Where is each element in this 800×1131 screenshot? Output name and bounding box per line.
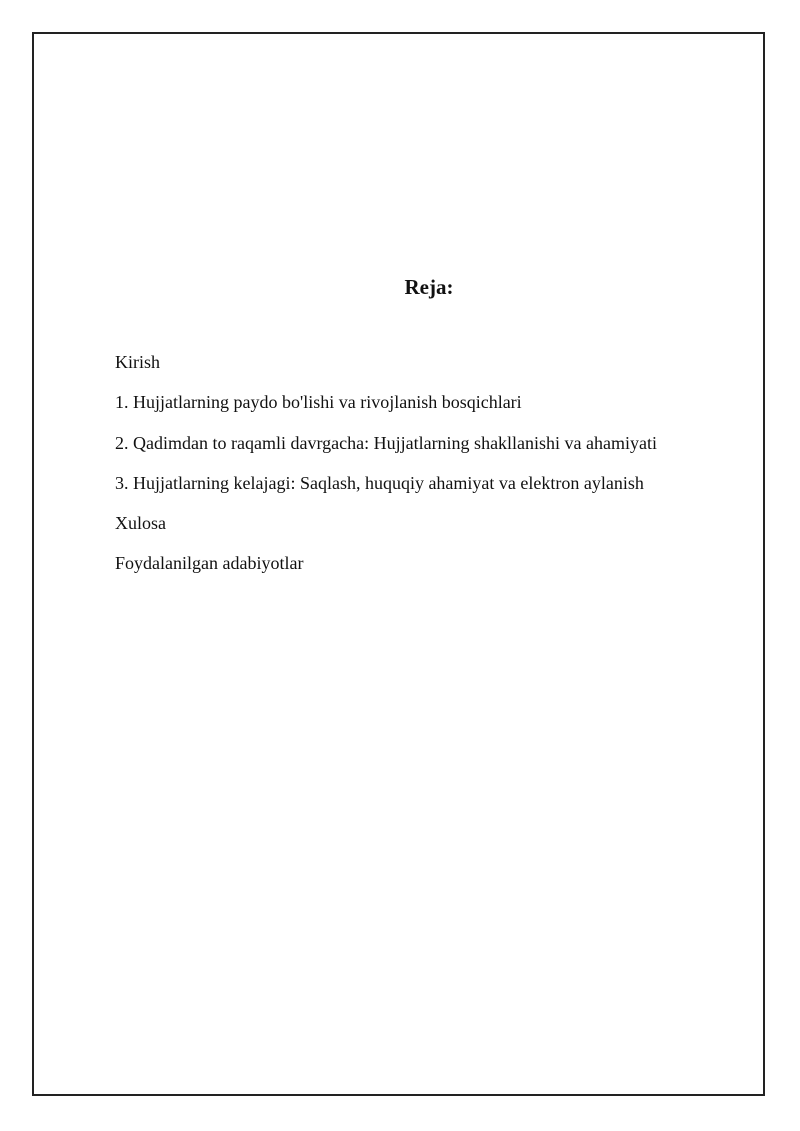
- plan-item-chapter-3: 3. Hujjatlarning kelajagi: Saqlash, huquqiy ahamiyat va elektron aylanish: [115, 472, 644, 493]
- plan-item-chapter-2: 2. Qadimdan to raqamli davrgacha: Hujjatlarning shakllanishi va ahamiyati: [115, 432, 658, 453]
- plan-item-chapter-1: 1. Hujjatlarning paydo bo'lishi va rivojlanish bosqichlari: [115, 392, 522, 413]
- plan-title: Reja:: [404, 275, 454, 299]
- plan-list: [115, 350, 657, 592]
- plan-item-references: Foydalanilgan adabiyotlar: [115, 553, 304, 574]
- plan-item-conclusion: Xulosa: [115, 513, 166, 534]
- plan-item-introduction: Kirish: [115, 352, 160, 372]
